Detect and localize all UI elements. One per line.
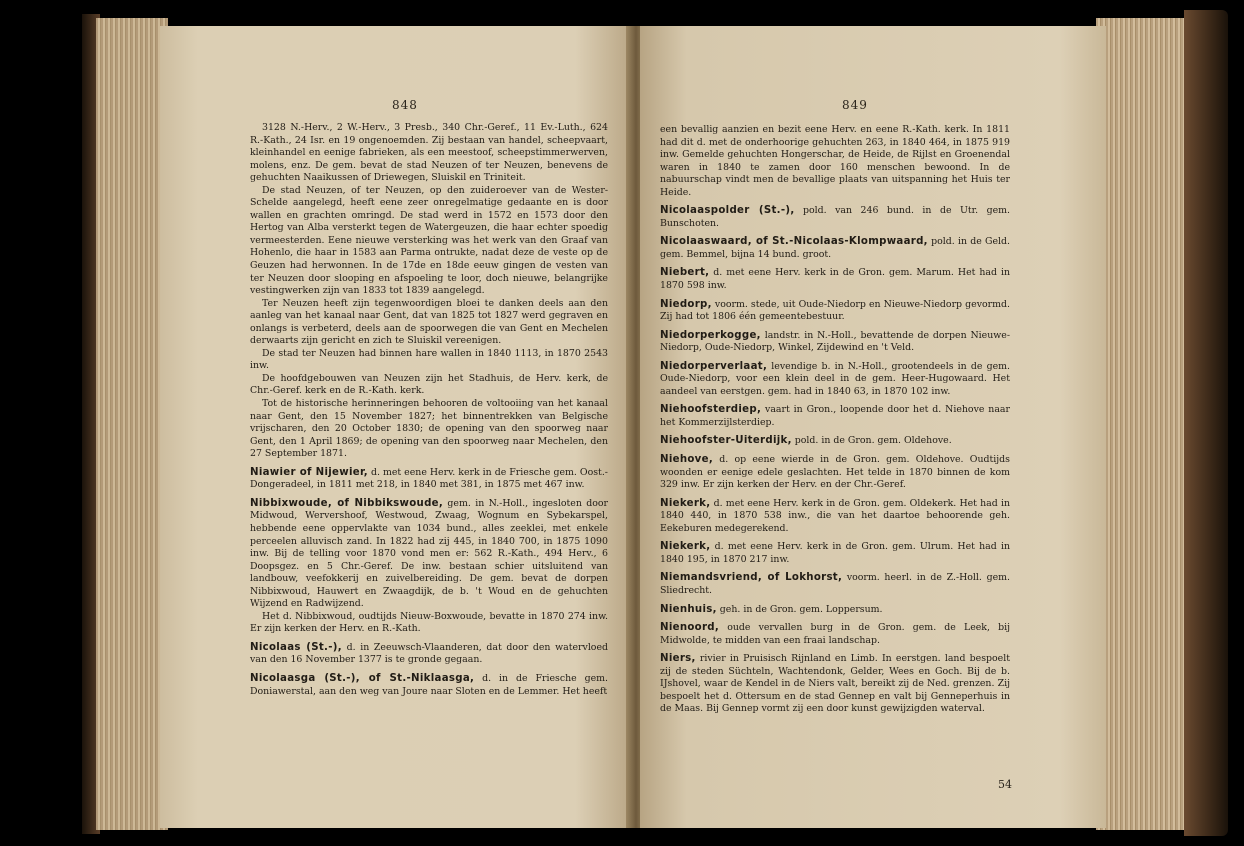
dictionary-entry — [660, 361, 1010, 399]
entry-headword: Niehoofsterdiep, — [660, 404, 762, 416]
dictionary-entry — [660, 404, 1010, 429]
entry-headword: Niers, — [660, 653, 696, 665]
page-number: 849 — [842, 98, 868, 112]
dictionary-entry — [660, 572, 1010, 597]
entry-headword: Niemandsvriend, of Lokhorst, — [660, 572, 843, 584]
dictionary-entry — [660, 267, 1010, 292]
paragraph: De stad Neuzen, of ter Neuzen, op den zuideroever van de Wester-Schelde aangelegd, heeft eene zeer onregelmatige gedaante en is door wallen en grachten omringd. De stad werd in 1572 en 1573 door den Hertog van Alba versterkt tegen de Watergeuzen, die haar echter spoedig vermeesterden. Eene nieuwe versterking was het werk van den Graaf van Hohenlo, die haar in 1583 aan Parma ontrukte, nadat deze de veste op de Geuzen had herwonnen. In de 17de en 18de eeuw gingen de vesten van ter Neuzen door slooping en afspoeling te loor, doch nieuwe, belangrijke vestingwerken zijn van 1833 tot 1839 aangelegd. — [250, 184, 608, 297]
dictionary-entry — [250, 673, 608, 698]
dictionary-entry — [250, 467, 608, 492]
entry-headword: Niekerk, — [660, 541, 711, 553]
paragraph: De hoofdgebouwen van Neuzen zijn het Stadhuis, de Herv. kerk, de Chr.-Geref. kerk en de R.-Kath. kerk. — [250, 372, 608, 397]
page-number: 848 — [392, 98, 418, 112]
entry-headword: Nibbixwoude, of Nibbikswoude, — [250, 497, 444, 509]
entry-text: vaart in Gron., loopende door het d. Niehove naar het Kommerzijlsterdiep. — [660, 404, 1010, 428]
dictionary-entry — [250, 642, 608, 667]
dictionary-entry — [660, 330, 1010, 355]
entry-headword: Nicolaaspolder (St.-), — [660, 205, 795, 217]
entry-text: landstr. in N.-Holl., bevattende de dorpen Nieuwe-Niedorp, Oude-Niedorp, Winkel, Zijdewind en 't Veld. — [660, 329, 1010, 354]
right-page — [640, 26, 1106, 828]
left-page — [160, 26, 632, 828]
page-edges-left — [96, 18, 168, 830]
signature-mark: 54 — [998, 778, 1012, 791]
entry-text: voorm. heerl. in de Z.-Holl. gem. Sliedrecht. — [660, 572, 1010, 596]
entry-text: pold. in de Geld. gem. Bemmel, bijna 14 bund. groot. — [660, 236, 1010, 260]
entry-headword: Nicolaas (St.-), — [250, 641, 342, 653]
entry-text: pold. van 246 bund. in de Utr. gem. Bunschoten. — [660, 205, 1010, 229]
dictionary-entry — [660, 454, 1010, 492]
entry-headword: Niedorperverlaat, — [660, 360, 768, 372]
entry-headword: Niawier of Nijewier, — [250, 466, 368, 478]
entry-text: levendige b. in N.-Holl., grootendeels in de gem. Oude-Niedorp, voor een klein deel in de gem. Heer-Hugowaard. Het aandeel van eerstgen. gem. had in 1840 63, in 1870 102 inw. — [660, 360, 1011, 397]
entry-headword: Niedorp, — [660, 298, 712, 310]
dictionary-entry — [660, 653, 1010, 716]
paragraph: Het d. Nibbixwoud, oudtijds Nieuw-Boxwoude, bevatte in 1870 274 inw. Er zijn kerken der Herv. en R.-Kath. — [250, 610, 608, 635]
paragraph: Ter Neuzen heeft zijn tegenwoordigen bloei te danken deels aan den aanleg van het kanaal naar Gent, dat van 1825 tot 1827 werd gegraven en onlangs is verbeterd, deels aan de spoorwegen die van Gent en Mechelen derwaarts zijn gericht en zich te Sluiskil vereenigen. — [250, 297, 608, 347]
entry-headword: Niehoofster-Uiterdijk, — [660, 435, 792, 447]
paragraph: een bevallig aanzien en bezit eene Herv. en eene R.-Kath. kerk. In 1811 had dit d. met de onderhoorige gehuchten 263, in 1840 464, in 1875 919 inw. Gemelde gehuchten Hongerschar, de Heide, de Rijlst en Groenendal waren in 1840 te zamen door 160 menschen bewoond. In de nabuurschap vindt men de bevallige plaats van uitspanning het Huis ter Heide. — [660, 124, 1010, 198]
dictionary-entry — [660, 205, 1010, 230]
dictionary-entry — [660, 622, 1010, 647]
book-cover-right — [1184, 10, 1228, 836]
entry-text: d. met eene Herv. kerk in de Gron. gem. Ulrum. Het had in 1840 195, in 1870 217 inw. — [660, 541, 1010, 565]
entry-headword: Niedorperkogge, — [660, 329, 761, 341]
dictionary-entry — [660, 604, 1010, 617]
dictionary-entry — [660, 541, 1010, 566]
entry-text: rivier in Pruisisch Rijnland en Limb. In eerstgen. land bespoelt zij de steden Süchteln, Wachtendonk, Gelder, Wees en Goch. Bij de b. IJshovel, waar de Kendel in de Niers valt, bereikt zij de Ned. grenzen. Zij bespoelt het d. Ottersum en de stad Gennep en valt bij Genneperhuis in de Maas. Bij Gennep vormt zij een door kunst gewijzigden waterval. — [660, 653, 1010, 715]
paragraph: De stad ter Neuzen had binnen hare wallen in 1840 1113, in 1870 2543 inw. — [250, 347, 608, 372]
page-edges-right — [1096, 18, 1192, 830]
entry-text: d. in Zeeuwsch-Vlaanderen, dat door den watervloed van den 16 November 1377 is te gronde gegaan. — [250, 641, 609, 666]
entry-headword: Nienoord, — [660, 622, 720, 634]
paragraph: Tot de historische herinneringen behooren de voltooiing van het kanaal naar Gent, den 15 November 1827; het binnentrekken van Belgische vrijscharen, den 20 October 1830; de opening van den spoorweg naar Gent, den 1 April 1869; de opening van den spoorweg naar Mechelen, den 27 September 1871. — [250, 398, 608, 460]
entry-headword: Nienhuis, — [660, 603, 717, 615]
entry-headword: Niebert, — [660, 267, 710, 279]
entry-text: d. op eene wierde in de Gron. gem. Oldehove. Oudtijds woonden er eenige edele geslachten. Het telde in 1870 binnen de kom 329 inw. Er zijn kerken der Herv. en der Chr.-Geref. — [660, 454, 1010, 491]
entry-text: voorm. stede, uit Oude-Niedorp en Nieuwe-Niedorp gevormd. Zij had tot 1806 één gemeentebestuur. — [660, 298, 1010, 323]
dictionary-entry — [660, 435, 1010, 448]
entry-text: oude vervallen burg in de Gron. gem. de Leek, bij Midwolde, te midden van een fraai landschap. — [660, 622, 1010, 646]
entry-text: d. met eene Herv. kerk in de Friesche gem. Oost.-Dongeradeel, in 1811 met 218, in 1840 met 381, in 1875 met 467 inw. — [250, 466, 608, 491]
entry-headword: Nicolaaswaard, of St.-Nicolaas-Klompwaard, — [660, 236, 928, 248]
dictionary-entry — [660, 236, 1010, 261]
dictionary-entry — [660, 498, 1010, 536]
entry-text: pold. in de Gron. gem. Oldehove. — [794, 435, 952, 447]
right-page-text — [660, 124, 1010, 716]
entry-headword: Niehove, — [660, 454, 713, 466]
entry-text: d. met eene Herv. kerk in de Gron. gem. Marum. Het had in 1870 598 inw. — [660, 267, 1010, 292]
dictionary-entry — [660, 299, 1010, 324]
paragraph: 3128 N.-Herv., 2 W.-Herv., 3 Presb., 340 Chr.-Geref., 11 Ev.-Luth., 624 R.-Kath., 24 Isr. en 19 ongenoemden. Zij bestaan van handel, scheepvaart, kleinhandel en eenige fabrieken, als een meestoof, scheepstimmerwerven, molens, enz. De gem. bevat de stad Neuzen of ter Neuzen, benevens de gehuchten Naaikussen of Driewegen, Sluiskil en Triniteit. — [250, 122, 608, 184]
left-page-text — [250, 122, 608, 698]
entry-headword: Nicolaasga (St.-), of St.-Niklaasga, — [250, 672, 475, 684]
entry-text: geh. in de Gron. gem. Loppersum. — [719, 603, 883, 615]
entry-headword: Niekerk, — [660, 497, 711, 509]
dictionary-entry — [250, 498, 608, 611]
entry-text: gem. in N.-Holl., ingesloten door Midwoud, Wervershoof, Westwoud, Zwaag, Wognum en Sybekarspel, hebbende eene oppervlakte van 1034 bund., alles zeeklei, met enkele perceelen alluvisch zand. In 1822 had zij 445, in 1840 700, in 1875 1090 inw. Bij de telling voor 1870 vond men er: 562 R.-Kath., 494 Herv., 6 Doopsgez. en 5 Chr.-Geref. De inw. bestaan schier uitsluitend van landbouw, veefokkerij en zuivelbereiding. De gem. bevat de dorpen Nibbixwoud, Hauwert en Zwaagdijk, de b. 't Woud en de gehuchten Wijzend en Radwijzend. — [250, 497, 608, 610]
entry-text: d. in de Friesche gem. Doniawerstal, aan den weg van Joure naar Sloten en de Lemmer. Het heeft — [250, 672, 609, 697]
entry-text: d. met eene Herv. kerk in de Gron. gem. Oldekerk. Het had in 1840 440, in 1870 538 inw., die van het daartoe behoorende geh. Eekeburen medegerekend. — [660, 497, 1010, 534]
